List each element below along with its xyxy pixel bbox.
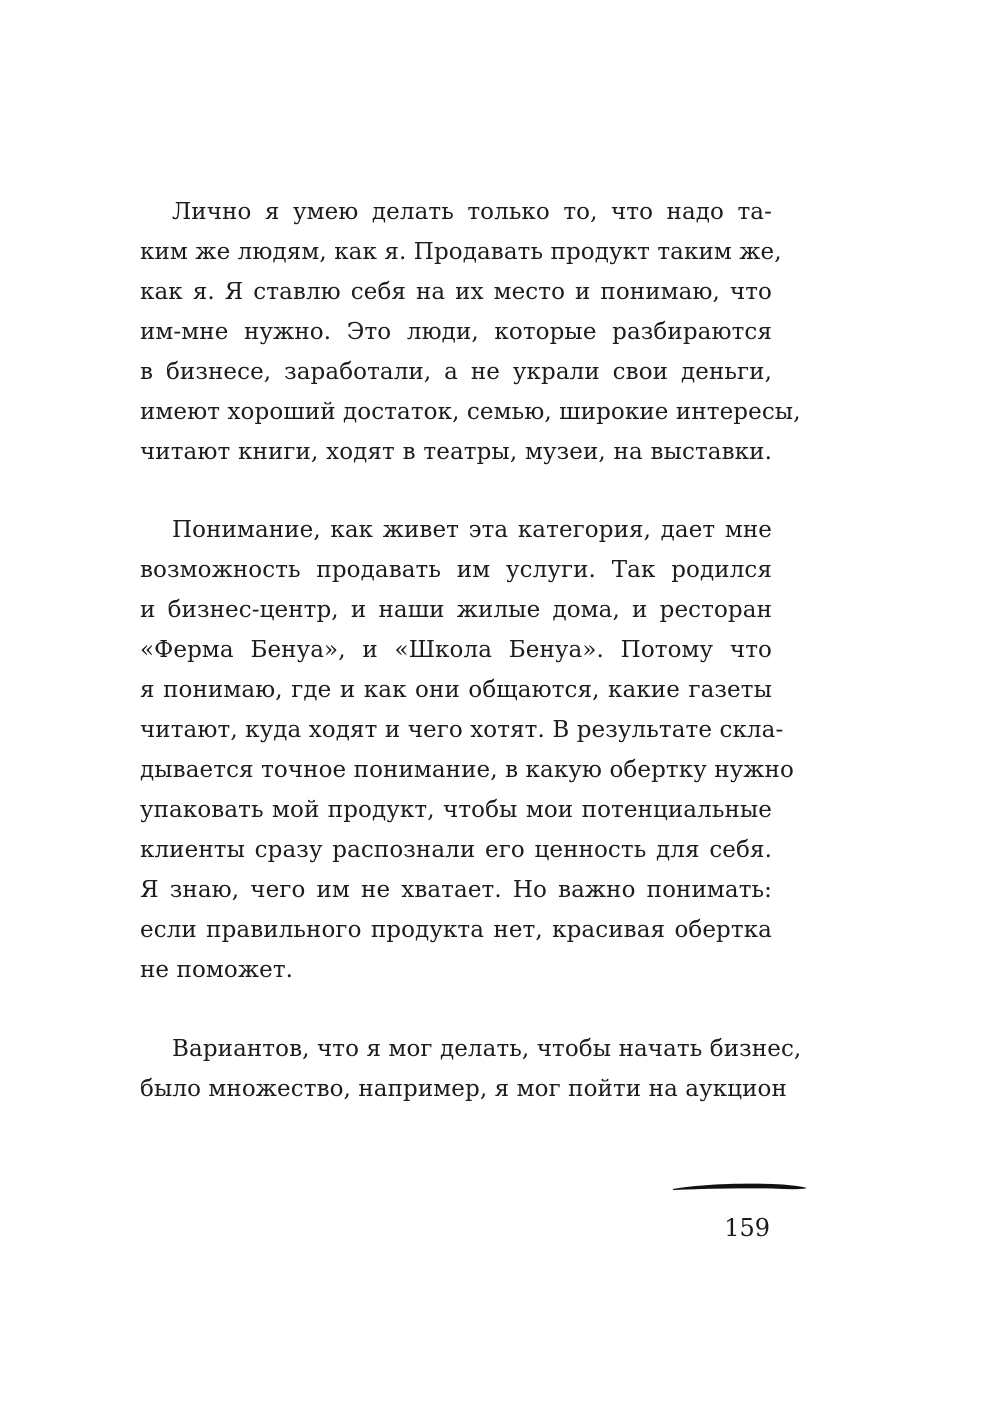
paragraph bbox=[140, 1029, 802, 1109]
text-line: Понимание, как живет эта категория, дает мне bbox=[172, 517, 772, 543]
text-line: Лично я умею делать только то, что надо та- bbox=[172, 199, 772, 225]
text-line: «Ферма Бенуа», и «Школа Бенуа». Потому что bbox=[140, 637, 772, 663]
paragraph bbox=[140, 510, 794, 990]
text-line: Я знаю, чего им не хватает. Но важно понимать: bbox=[140, 877, 772, 903]
text-line: имеют хороший достаток, семью, широкие интересы, bbox=[140, 399, 801, 425]
text-line: и бизнес-центр, и наши жилые дома, и ресторан bbox=[140, 597, 772, 623]
text-line: упаковать мой продукт, чтобы мои потенциальные bbox=[140, 797, 772, 823]
text-line: я понимаю, где и как они общаются, какие газеты bbox=[140, 677, 772, 703]
text-line: было множество, например, я мог пойти на аукцион bbox=[140, 1076, 787, 1102]
text-line: читают книги, ходят в театры, музеи, на выставки. bbox=[140, 439, 772, 465]
text-line: в бизнесе, заработали, а не украли свои деньги, bbox=[140, 359, 772, 385]
text-line: возможность продавать им услуги. Так родился bbox=[140, 557, 772, 583]
text-line: если правильного продукта нет, красивая обертка bbox=[140, 917, 772, 943]
text-line: им-мне нужно. Это люди, которые разбираются bbox=[140, 319, 772, 345]
text-line: дывается точное понимание, в какую обертку нужно bbox=[140, 757, 794, 783]
text-line: как я. Я ставлю себя на их место и понимаю, что bbox=[140, 279, 772, 305]
text-line: Вариантов, что я мог делать, чтобы начать бизнес, bbox=[172, 1036, 802, 1062]
text-line: ким же людям, как я. Продавать продукт таким же, bbox=[140, 239, 782, 265]
text-line: клиенты сразу распознали его ценность для себя. bbox=[140, 837, 772, 863]
brush-stroke-divider bbox=[672, 1180, 808, 1194]
paragraph bbox=[140, 192, 801, 472]
page-number: 159 bbox=[724, 1214, 770, 1242]
text-line: не поможет. bbox=[140, 957, 294, 983]
text-line: читают, куда ходят и чего хотят. В результате скла- bbox=[140, 717, 784, 743]
